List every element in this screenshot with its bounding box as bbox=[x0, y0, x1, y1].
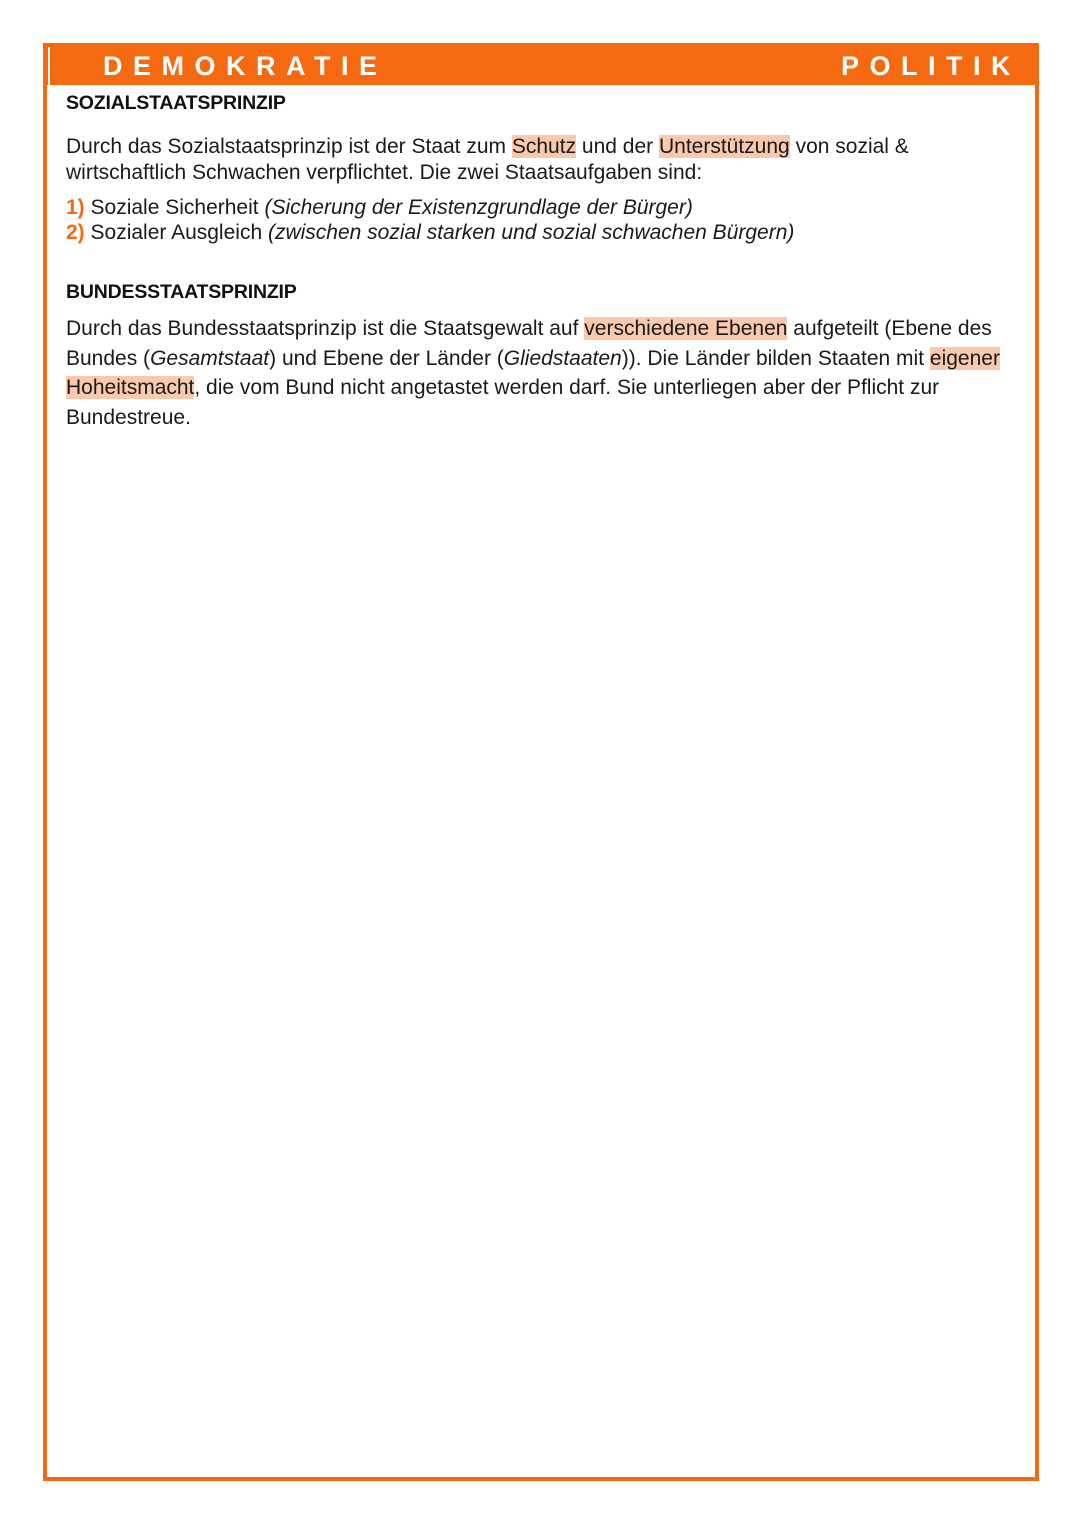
highlight-eigener-hoheitsmacht: eigener Hoheitsmacht bbox=[66, 346, 1000, 399]
italic-term: Gliedstaaten bbox=[503, 346, 622, 370]
highlight-unterstuetzung: Unterstützung bbox=[658, 135, 790, 158]
text: , die vom Bund nicht angetastet werden darf. Sie unterliegen aber der Pflicht zur Bundestreue. bbox=[66, 376, 940, 429]
text: von sozial & wirtschaftlich Schwachen verpflichtet. Die zwei Staatsaufgaben sind: bbox=[66, 135, 909, 184]
text: ) und Ebene der Länder ( bbox=[269, 346, 504, 370]
text: Durch das Sozialstaatsprinzip ist der Staat zum bbox=[66, 135, 512, 158]
list-note: (Sicherung der Existenzgrundlage der Bürger) bbox=[264, 196, 693, 219]
list-number: 2) bbox=[66, 221, 85, 244]
header-bar bbox=[43, 43, 1039, 85]
list-number: 1) bbox=[66, 196, 85, 219]
header-divider bbox=[48, 47, 50, 85]
text: aufgeteilt (Ebene des Bundes ( bbox=[66, 317, 992, 370]
highlight-verschiedene-ebenen: verschiedene Ebenen bbox=[584, 317, 788, 340]
text: Durch das Bundesstaatsprinzip ist die Staatsgewalt auf bbox=[66, 317, 585, 340]
section-title-bundesstaat: BUNDESSTAATSPRINZIP bbox=[66, 281, 297, 303]
paragraph-sozialstaat bbox=[66, 134, 1016, 185]
paragraph-bundesstaat bbox=[66, 314, 1016, 432]
list-item bbox=[66, 195, 693, 221]
italic-term: Gesamtstaat bbox=[150, 346, 270, 370]
highlight-schutz: Schutz bbox=[511, 135, 577, 158]
header-title-right: POLITIK bbox=[841, 51, 1021, 81]
section-title-sozialstaat: SOZIALSTAATSPRINZIP bbox=[66, 92, 286, 114]
list-text: Sozialer Ausgleich bbox=[84, 221, 268, 244]
list-text: Soziale Sicherheit bbox=[84, 196, 265, 219]
header-title-left: DEMOKRATIE bbox=[103, 51, 388, 81]
text: )). Die Länder bilden Staaten mit bbox=[621, 346, 930, 370]
text: und der bbox=[576, 135, 659, 158]
list-note: (zwischen sozial starken und sozial schwachen Bürgern) bbox=[267, 221, 795, 244]
list-item bbox=[66, 220, 794, 246]
page-frame bbox=[43, 43, 1039, 1481]
